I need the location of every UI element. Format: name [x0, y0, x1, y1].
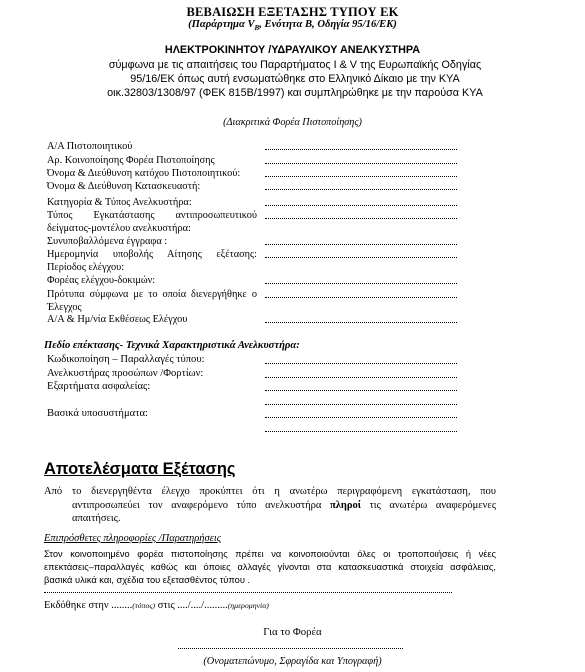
- fill-in-line[interactable]: [265, 257, 457, 258]
- intro-line: οικ.32803/1308/97 (ΦΕΚ 815Β/1997) και συμπληρώθηκε με την παρούσα ΚΥΑ: [107, 87, 483, 100]
- fill-in-line[interactable]: [265, 431, 457, 432]
- form-label: Κατηγορία & Τύπος Ανελκυστήρα:: [47, 197, 192, 208]
- fill-in-line[interactable]: [265, 163, 457, 164]
- form-label: Τύπος Εγκατάστασης αντιπροσωπευτικού δείγματος-μοντέλου ανελκυστήρα:: [47, 210, 257, 234]
- signature-line[interactable]: [178, 648, 403, 649]
- lift-type-heading: ΗΛΕΚΤΡΟΚΙΝΗΤΟΥ /ΥΔΡΑΥΛΙΚΟΥ ΑΝΕΛΚΥΣΤΗΡΑ: [164, 44, 421, 56]
- for-body-label: Για το Φορέα: [263, 626, 322, 638]
- results-line: απαιτήσεις.: [72, 513, 121, 525]
- place-dots[interactable]: ........: [111, 600, 133, 611]
- fill-in-line[interactable]: [265, 377, 457, 378]
- results-line: Από το διενεργηθέντα έλεγχο προκύπτει ότι η ανωτέρω περιγραφόμενη εγκατάσταση, που: [44, 486, 496, 497]
- form-label: Πρότυπα σύμφωνα με το οποία διενεργήθηκε ο Έλεγχος: [47, 289, 257, 313]
- issuance-line: [44, 600, 269, 611]
- intro-paragraph: [60, 58, 530, 101]
- place-hint: (τόπος): [132, 601, 156, 610]
- document-subtitle: [0, 19, 585, 32]
- subtitle-prefix: (Παράρτημα V: [188, 19, 255, 30]
- tech-row-coding: Κωδικοποίηση – Παραλλαγές τύπου:: [47, 354, 205, 365]
- tech-row-subsystems: Βασικά υποσυστήματα:: [47, 408, 148, 419]
- remarks-title: Επιπρόσθετες πληροφορίες /Παρατηρήσεις: [44, 533, 222, 544]
- remarks-line: βασικά υλικά και, σχέδια του εξετασθέντος τύπου .: [44, 575, 251, 585]
- tech-row-safety-components: Εξαρτήματα ασφαλείας:: [47, 381, 151, 392]
- results-paragraph: [44, 485, 496, 526]
- form-label: Φορέας ελέγχου-δοκιμών:: [47, 275, 156, 286]
- date-dots[interactable]: στις ..../..../.........: [155, 600, 228, 611]
- tech-row-passengers-goods: Ανελκυστήρας προσώπων /Φορτίων:: [47, 368, 204, 379]
- fill-in-line[interactable]: [265, 363, 457, 364]
- fill-in-line[interactable]: [265, 149, 457, 150]
- intro-line: 95/16/ΕΚ όπως αυτή ενσωματώθηκε στο Ελληνικό Δίκαιο με την ΚΥΑ: [130, 73, 460, 86]
- results-text: τις ανωτέρω αναφερόμενες: [360, 499, 496, 511]
- results-verdict: πληροί: [329, 499, 361, 511]
- remarks-fill-in-line[interactable]: [44, 592, 452, 593]
- remarks-paragraph: [44, 548, 496, 587]
- form-label: Όνομα & Διεύθυνση κατόχου Πιστοποιητικού:: [47, 168, 241, 179]
- fill-in-line[interactable]: [265, 218, 457, 219]
- fill-in-line[interactable]: [265, 322, 457, 323]
- form-label: Α/Α & Ημ/νία Εκθέσεως Ελέγχου: [47, 314, 188, 325]
- form-label: Αρ. Κοινοποίησης Φορέα Πιστοποίησης: [47, 155, 215, 166]
- issuer-marks-caption: (Διακριτικά Φορέα Πιστοποίησης): [223, 117, 362, 128]
- fill-in-line[interactable]: [265, 244, 457, 245]
- results-line: [44, 499, 496, 513]
- remarks-line: Στον κοινοποιημένο φορέα πιστοποίησης πρέπει να κοινοποιούνται όλες οι τροποποιήσεις ή νέες: [44, 549, 496, 559]
- subtitle-suffix: , Ενότητα Β, Οδηγία 95/16/ΕΚ): [259, 19, 397, 30]
- subtitle-subscript: B: [254, 24, 260, 33]
- form-label: Α/Α Πιστοποιητικού: [47, 141, 133, 152]
- fill-in-line[interactable]: [265, 283, 457, 284]
- fill-in-line[interactable]: [265, 205, 457, 206]
- remarks-line: επεκτάσεις–παραλλαγές καθώς και όποιες αλλαγές γίνονται στα κατασκευαστικά στοιχεία ασφάλειας,: [44, 562, 496, 572]
- form-label: Συνυποβαλλόμενα έγγραφα :: [47, 236, 168, 247]
- form-label: Περίοδος ελέγχου:: [47, 262, 125, 273]
- date-hint: (ημερομηνία): [227, 601, 269, 610]
- intro-line: σύμφωνα με τις απαιτήσεις του Παραρτήματος Ι & V της Ευρωπαϊκής Οδηγίας: [108, 59, 482, 71]
- fill-in-line[interactable]: [265, 417, 457, 418]
- results-text: αντιπροσωπεύει τον αναφερόμενο τύπο ανελκυστήρα: [72, 499, 330, 511]
- fill-in-line[interactable]: [265, 297, 457, 298]
- results-title: Αποτελέσματα Εξέτασης: [44, 460, 236, 478]
- issued-in-label: Εκδόθηκε στην: [44, 600, 112, 611]
- fill-in-line[interactable]: [265, 404, 457, 405]
- fill-in-line[interactable]: [265, 390, 457, 391]
- form-label: Ημερομηνία υποβολής Αίτησης εξέτασης:: [47, 249, 257, 260]
- technical-section-title: Πεδίο επέκτασης- Τεχνικά Χαρακτηριστικά Ανελκυστήρα:: [44, 340, 300, 351]
- document-title: ΒΕΒΑΙΩΣΗ ΕΞΕΤΑΣΗΣ ΤΥΠΟΥ ΕΚ: [186, 5, 399, 19]
- fill-in-line[interactable]: [265, 189, 457, 190]
- signature-caption: (Ονοματεπώνυμο, Σφραγίδα και Υπογραφή): [203, 656, 382, 667]
- fill-in-line[interactable]: [265, 176, 457, 177]
- form-label: Όνομα & Διεύθυνση Κατασκευαστή:: [47, 181, 201, 192]
